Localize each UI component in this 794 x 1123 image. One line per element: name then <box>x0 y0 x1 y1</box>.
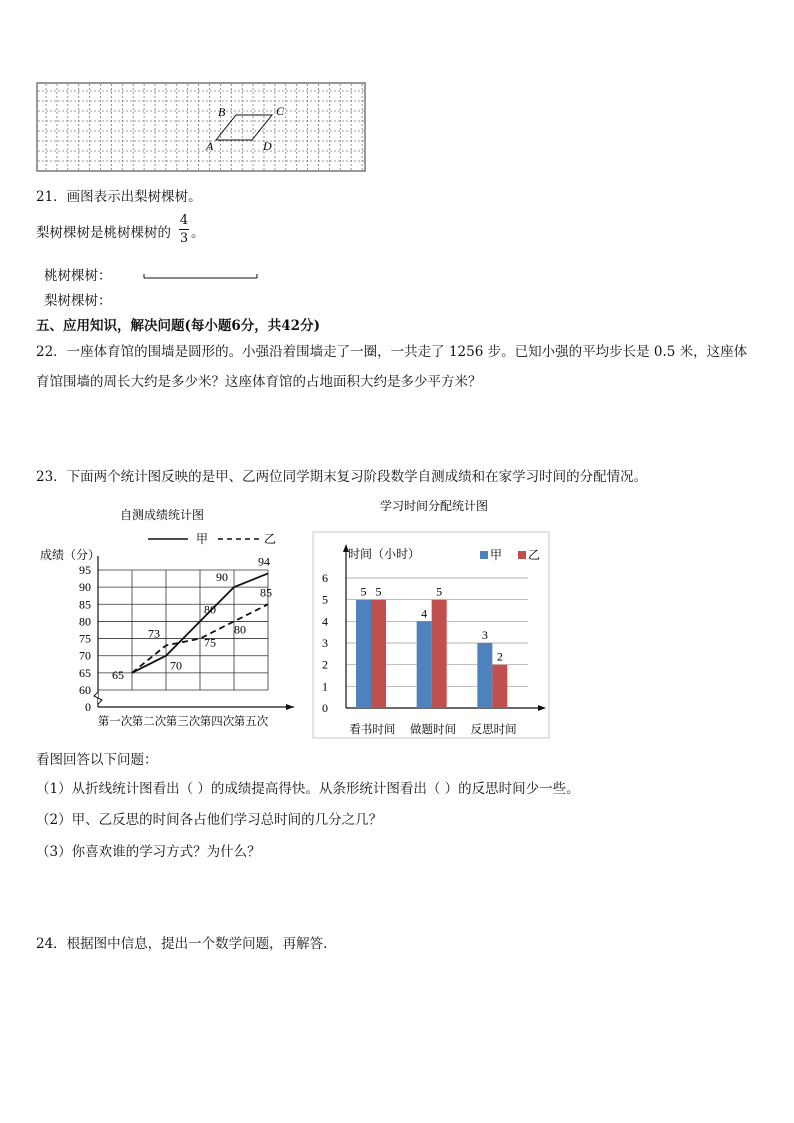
data-label: 73 <box>148 626 160 641</box>
x-tick-label: 做题时间 <box>410 722 456 736</box>
y-tick-label: 2 <box>322 657 328 672</box>
line-chart-score <box>36 498 306 738</box>
y-tick-label: 80 <box>79 614 91 629</box>
bar-yi <box>492 665 507 708</box>
legend-label-yi: 乙 <box>528 548 541 562</box>
q23-intro: 23．下面两个统计图反映的是甲、乙两位同学期末复习阶段数学自测成绩和在家学习时间的分配情况。 <box>36 469 648 485</box>
x-axis-arrow <box>538 705 546 711</box>
bar-chart-title: 学习时间分配统计图 <box>380 499 489 513</box>
q22-line1: 22．一座体育馆的围墙是圆形的。小强沿着围墙走了一圈，一共走了 1256 步。已知小强的平均步长是 0.5 米，这座体 <box>36 344 748 360</box>
legend-swatch-jia <box>480 551 488 559</box>
data-label: 80 <box>234 622 246 637</box>
x-tick-label: 第三次 <box>165 714 201 728</box>
q23-sub3: （3）你喜欢谁的学习方式？为什么？ <box>36 844 261 860</box>
bar-chart-y-ticks <box>322 571 328 715</box>
x-tick-label: 第五次 <box>233 714 269 728</box>
y-tick-label: 5 <box>322 592 328 607</box>
legend-label-jia: 甲 <box>196 532 209 546</box>
x-axis-arrow <box>286 704 294 710</box>
y-tick-label: 95 <box>79 563 91 577</box>
y-tick-label: 85 <box>79 597 91 612</box>
bar-chart-x-ticks <box>349 722 516 736</box>
q21-label-pear: 梨树棵树： <box>44 293 112 309</box>
line-chart-y-ticks <box>79 563 91 714</box>
bar-jia <box>477 643 492 708</box>
fraction-bar <box>179 229 189 230</box>
bar-chart-ylabel: 时间（小时） <box>348 547 421 561</box>
line-chart-legend <box>148 532 276 546</box>
section5-heading: 五、应用知识，解决问题(每小题6分，共42分) <box>36 318 320 334</box>
vertex-label-b: B <box>218 105 226 119</box>
bar-value-label: 3 <box>481 628 488 642</box>
y-tick-label: 6 <box>322 571 328 585</box>
grid-border <box>37 83 365 171</box>
q22-line2: 育馆围墙的周长大约是多少米？这座体育馆的占地面积大约是多少平方米？ <box>36 374 482 390</box>
q21-label-peach: 桃树棵树： <box>44 268 112 284</box>
q23-sub1: （1）从折线统计图看出（ ）的成绩提高得快。从条形统计图看出（ ）的反思时间少一些。 <box>36 781 580 797</box>
grid-figure <box>36 82 368 174</box>
q23-prompt: 看图回答以下问题： <box>36 752 158 768</box>
data-label: 65 <box>112 667 124 682</box>
bar-value-label: 5 <box>436 584 443 599</box>
data-label: 70 <box>170 658 182 673</box>
y-tick-label: 3 <box>322 636 328 650</box>
line-chart-title: 自测成绩统计图 <box>120 508 205 522</box>
x-tick-label: 看书时间 <box>349 722 396 736</box>
y-tick-label: 75 <box>79 631 91 646</box>
bar-value-label: 4 <box>421 606 428 621</box>
legend-label-yi: 乙 <box>264 532 277 546</box>
x-tick-label: 第四次 <box>199 714 235 728</box>
grid-lines <box>38 84 364 170</box>
line-chart-ylabel: 成绩（分） <box>40 548 101 562</box>
line-chart-x-ticks <box>98 714 269 728</box>
y-tick-label: 0 <box>85 700 91 714</box>
y-tick-label: 70 <box>79 648 91 663</box>
vertex-label-d: D <box>263 139 272 153</box>
y-tick-label: 1 <box>322 679 328 694</box>
y-tick-label: 60 <box>79 683 91 697</box>
data-label: 90 <box>216 570 228 585</box>
x-tick-label: 反思时间 <box>470 722 517 736</box>
y-tick-label: 65 <box>79 665 91 680</box>
x-tick-label: 第二次 <box>131 714 167 728</box>
bar-chart-legend <box>480 548 540 562</box>
vertex-label-c: C <box>276 104 285 118</box>
legend-swatch-yi <box>518 551 526 559</box>
bar-yi <box>371 600 386 708</box>
axis-break <box>94 692 102 704</box>
y-tick-label: 0 <box>322 701 328 715</box>
vertex-label-a: A <box>206 139 214 153</box>
bar-jia <box>356 600 371 708</box>
bar-chart-time <box>312 492 552 740</box>
q23-sub2: （2）甲、乙反思的时间各占他们学习总时间的几分之几？ <box>36 812 383 828</box>
fraction-denominator: 3 <box>179 231 189 246</box>
bar-value-label: 5 <box>360 584 367 599</box>
data-label: 94 <box>258 554 270 569</box>
data-label: 75 <box>204 635 216 650</box>
line-chart-grid <box>94 556 294 710</box>
q24-text: 24．根据图中信息，提出一个数学问题，再解答. <box>36 936 328 952</box>
bar-jia <box>417 621 432 708</box>
fraction-numerator: 4 <box>179 213 189 228</box>
data-label: 80 <box>204 602 216 617</box>
bar-value-label: 5 <box>375 584 382 599</box>
y-tick-label: 4 <box>322 614 328 629</box>
legend-label-jia: 甲 <box>490 548 503 562</box>
peach-segment <box>143 272 259 280</box>
y-tick-label: 90 <box>79 580 91 595</box>
bar-yi <box>432 600 447 708</box>
x-tick-label: 第一次 <box>97 714 133 728</box>
q21-fraction <box>179 213 189 246</box>
q21-statement-prefix: 梨树棵树是桃树棵树的 <box>36 225 171 241</box>
data-label: 85 <box>260 585 272 600</box>
q21-title: 21．画图表示出梨树棵树。 <box>36 189 202 205</box>
q21-statement-suffix: 。 <box>191 225 205 241</box>
bar-chart-bars <box>356 585 507 708</box>
line-chart-data-labels <box>112 554 272 681</box>
bar-value-label: 2 <box>496 649 503 664</box>
